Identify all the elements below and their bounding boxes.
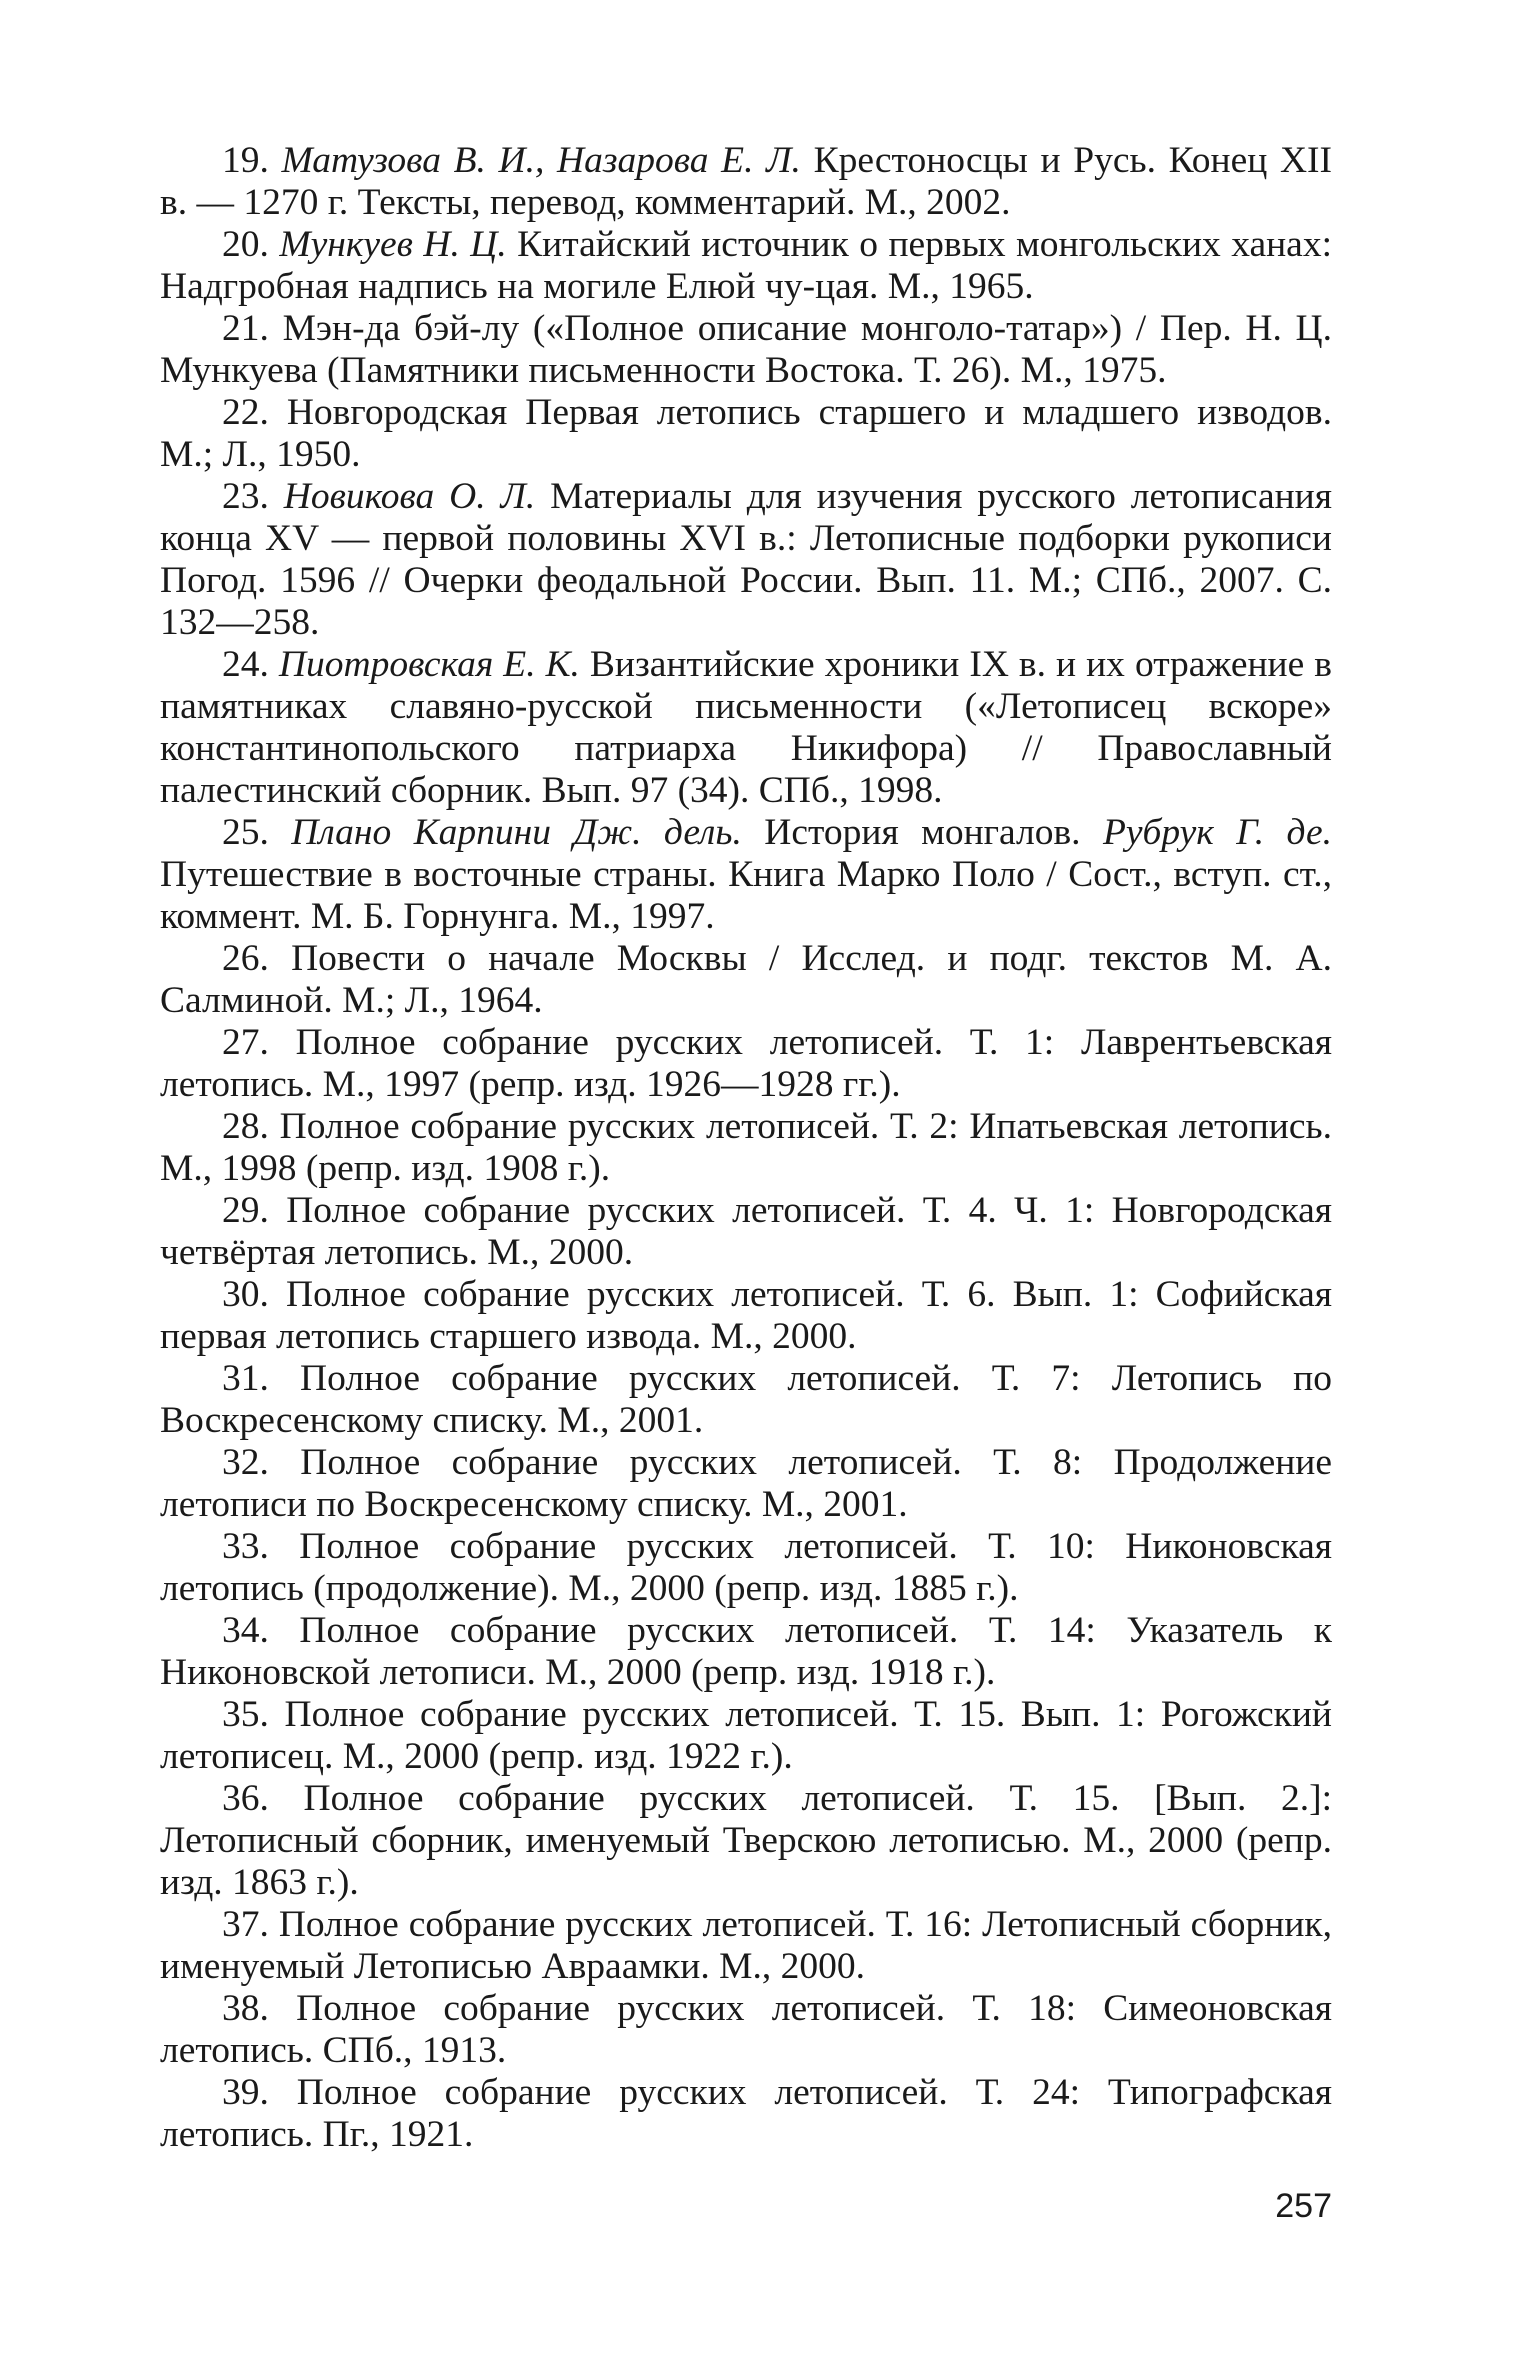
reference-number: 32. [222,1442,269,1483]
reference-entry [160,812,1332,938]
reference-entry [160,1904,1332,1988]
reference-number: 23. [222,476,269,517]
reference-number: 26. [222,938,269,979]
reference-number: 24. [222,644,269,685]
reference-entry [160,1526,1332,1610]
reference-entry [160,1358,1332,1442]
reference-entry [160,1778,1332,1904]
reference-author: Матузова В. И., Назарова Е. Л. [281,140,801,181]
reference-text: Полное собрание русских летописей. Т. 2: Ипатьевская летопись. М., 1998 (репр. изд. 1908 г.). [160,1106,1332,1189]
reference-entry [160,1022,1332,1106]
reference-text: Полное собрание русских летописей. Т. 6. Вып. 1: Софийская первая летопись старшего извода. М., 2000. [160,1274,1332,1357]
reference-number: 19. [222,140,269,181]
reference-text: Новгородская Первая летопись старшего и младшего изводов. М.; Л., 1950. [160,392,1332,475]
reference-entry [160,392,1332,476]
page-number: 257 [1275,2187,1332,2225]
reference-text: Полное собрание русских летописей. Т. 4. Ч. 1: Новгородская четвёртая летопись. М., 2000. [160,1190,1333,1273]
reference-text: Крестоносцы и Русь. Конец XII в. — 1270 г. Тексты, перевод, комментарий. М., 2002. [160,140,1333,223]
reference-text: Повести о начале Москвы / Исслед. и подг. текстов М. А. Салминой. М.; Л., 1964. [160,938,1333,1021]
reference-entry [160,1106,1332,1190]
reference-number: 28. [222,1106,269,1147]
reference-text: Полное собрание русских летописей. Т. 7: Летопись по Воскресенскому списку. М., 2001. [160,1358,1332,1441]
reference-entry [160,1988,1332,2072]
reference-author: Пиотровская Е. К. [278,644,580,685]
reference-number: 34. [222,1610,269,1651]
reference-entry [160,224,1332,308]
reference-author: Рубрук Г. де. [1102,812,1333,853]
reference-text: Китайский источник о первых монгольских ханах: Надгробная надпись на могиле Елюй чу-цая. М., 1965. [160,224,1332,307]
reference-number: 38. [222,1988,269,2029]
reference-text: Полное собрание русских летописей. Т. 15. Вып. 1: Рогожский летописец. М., 2000 (репр. изд. 1922 г.). [160,1694,1332,1777]
bibliography-page [160,140,1332,2156]
reference-author: Плано Карпини Дж. дель. [291,812,742,853]
reference-number: 29. [222,1190,269,1231]
reference-text: Мэн-да бэй-лу («Полное описание монголо-татар») / Пер. Н. Ц. Мункуева (Памятники письменности Востока. Т. 26). М., 1975. [160,308,1333,391]
reference-list [160,140,1332,2156]
reference-number: 27. [222,1022,269,1063]
reference-text: Полное собрание русских летописей. Т. 18: Симеоновская летопись. СПб., 1913. [160,1988,1332,2071]
reference-author: Новикова О. Л. [283,476,536,517]
reference-number: 20. [222,224,269,265]
reference-number: 39. [222,2072,269,2113]
reference-number: 35. [222,1694,269,1735]
reference-entry [160,938,1332,1022]
reference-text: Полное собрание русских летописей. Т. 16: Летописный сборник, именуемый Летописью Авраамки. М., 2000. [160,1904,1333,1987]
reference-entry [160,1442,1332,1526]
reference-text: Византийские хроники IX в. и их отражение в памятниках славяно-русской письменности («Летописец вскоре» константинопольского патриарха Никифора) // Православный палестинский сборник. Вып. 97 (34). СПб., 1998. [160,644,1332,811]
reference-text: Полное собрание русских летописей. Т. 24: Типографская летопись. Пг., 1921. [160,2072,1332,2155]
reference-text: Путешествие в восточные страны. Книга Марко Поло / Сост., вступ. ст., коммент. М. Б. Горнунга. М., 1997. [160,854,1332,937]
reference-number: 22. [222,392,269,433]
reference-text: Полное собрание русских летописей. Т. 10: Никоновская летопись (продолжение). М., 2000 (репр. изд. 1885 г.). [160,1526,1333,1609]
reference-entry [160,308,1332,392]
reference-entry [160,1274,1332,1358]
reference-number: 21. [222,308,269,349]
reference-entry [160,2072,1332,2156]
reference-text: История монгалов. [741,812,1103,853]
reference-text: Материалы для изучения русского летописания конца XV — первой половины XVI в.: Летописные подборки рукописи Погод. 1596 // Очерки феодальной России. Вып. 11. М.; СПб., 2007. С. 132—258. [160,476,1332,643]
reference-entry [160,1694,1332,1778]
reference-text: Полное собрание русских летописей. Т. 8: Продолжение летописи по Воскресенскому списку. М., 2001. [160,1442,1333,1525]
reference-text: Полное собрание русских летописей. Т. 14: Указатель к Никоновской летописи. М., 2000 (репр. изд. 1918 г.). [160,1610,1332,1693]
reference-number: 31. [222,1358,269,1399]
reference-text: Полное собрание русских летописей. Т. 15. [Вып. 2.]: Летописный сборник, именуемый Тверскою летописью. М., 2000 (репр. изд. 1863 г.). [160,1778,1333,1903]
reference-author: Мункуев Н. Ц. [279,224,507,265]
reference-text: Полное собрание русских летописей. Т. 1: Лаврентьевская летопись. М., 1997 (репр. изд. 1926—1928 гг.). [160,1022,1332,1105]
reference-number: 33. [222,1526,269,1567]
reference-number: 25. [222,812,269,853]
reference-entry [160,1610,1332,1694]
reference-entry [160,644,1332,812]
reference-entry [160,1190,1332,1274]
reference-number: 36. [222,1778,269,1819]
reference-number: 30. [222,1274,269,1315]
reference-number: 37. [222,1904,269,1945]
reference-entry [160,140,1332,224]
reference-entry [160,476,1332,644]
